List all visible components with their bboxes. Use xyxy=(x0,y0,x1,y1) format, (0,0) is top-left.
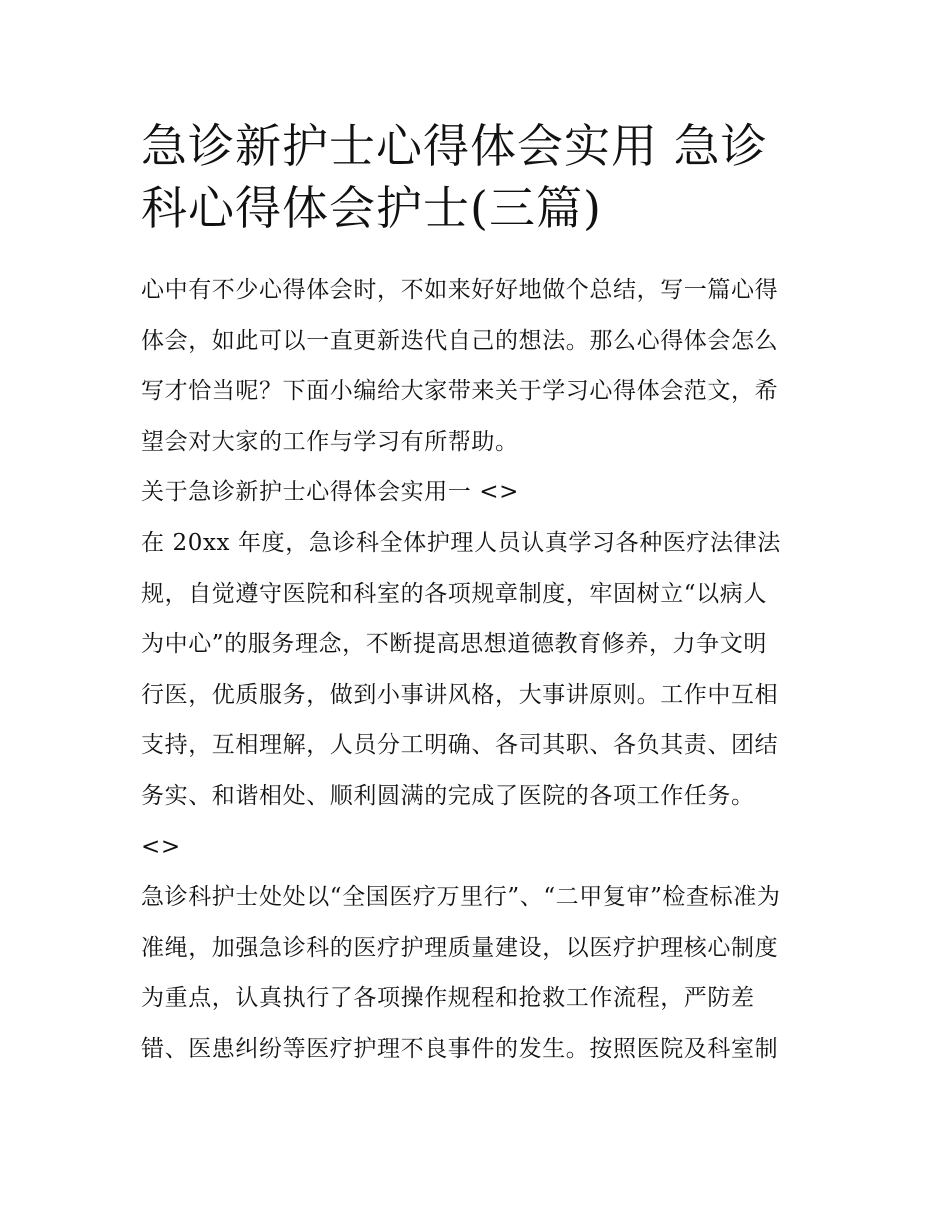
body-line-6: 在 20xx 年度，急诊科全体护理人员认真学习各种医疗法律法 xyxy=(141,529,781,556)
body-line-15: 为重点，认真执行了各项操作规程和抢救工作流程，严防差 xyxy=(141,985,755,1012)
body-line-12: <> xyxy=(141,833,181,860)
body-line-11: 务实、和谐相处、顺利圆满的完成了医院的各项工作任务。 xyxy=(141,782,755,809)
body-line-16: 错、医患纠纷等医疗护理不良事件的发生。按照医院及科室制 xyxy=(141,1035,779,1062)
document-content xyxy=(141,115,821,1075)
title-line-2: 科心得体会护士(三篇) xyxy=(141,181,602,235)
body-line-14: 准绳，加强急诊科的医疗护理质量建设，以医疗护理核心制度 xyxy=(141,934,779,961)
body-line-3: 写才恰当呢？下面小编给大家带来关于学习心得体会范文，希 xyxy=(141,378,779,405)
body-line-1: 心中有不少心得体会时，不如来好好地做个总结，写一篇心得 xyxy=(141,277,779,303)
title-line-1: 急诊新护士心得体会实用 急诊 xyxy=(141,119,768,173)
body-line-2: 体会，如此可以一直更新迭代自己的想法。那么心得体会怎么 xyxy=(141,327,779,354)
body-line-4: 望会对大家的工作与学习有所帮助。 xyxy=(141,428,519,455)
document-title xyxy=(141,115,821,239)
body-line-13: 急诊科护士处处以“全国医疗万里行”、“二甲复审”检查标准为 xyxy=(141,884,781,911)
document-body xyxy=(141,265,821,1075)
body-line-10: 支持，互相理解，人员分工明确、各司其职、各负其责、团结 xyxy=(141,732,779,759)
body-line-8: 为中心”的服务理念，不断提高思想道德教育修养，力争文明 xyxy=(141,631,767,658)
body-line-9: 行医，优质服务，做到小事讲风格，大事讲原则。工作中互相 xyxy=(141,681,779,708)
body-line-7: 规，自觉遵守医院和科室的各项规章制度，牢固树立“以病人 xyxy=(141,580,767,607)
section-heading-1: 关于急诊新护士心得体会实用一 <> xyxy=(141,479,520,506)
